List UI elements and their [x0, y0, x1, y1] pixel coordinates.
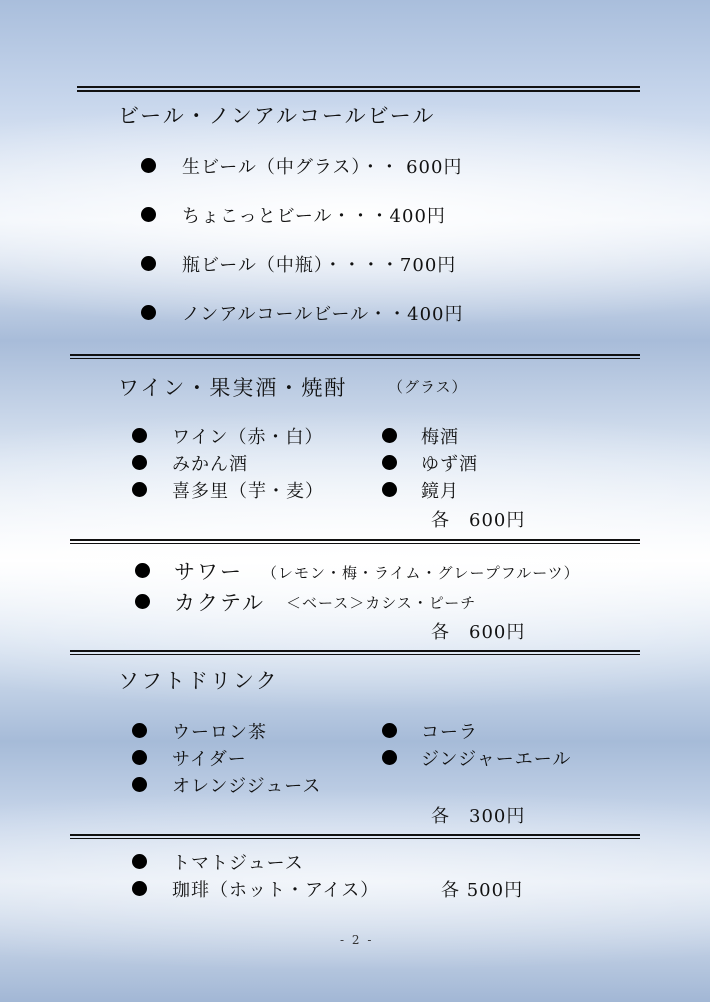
extra-item: 珈琲（ホット・アイス）: [172, 880, 380, 901]
bullet-icon: [132, 881, 147, 896]
wine-item: 喜多里（芋・麦）: [172, 481, 324, 502]
bullet-icon: [141, 207, 156, 222]
bullet-icon: [132, 723, 147, 738]
section-divider: [70, 354, 640, 359]
bullet-icon: [141, 158, 156, 173]
sour-note: （レモン・梅・ライム・グレープフルーツ）: [262, 564, 580, 582]
soft-price: 各 300円: [431, 806, 526, 827]
extra-price: 各 500円: [441, 880, 524, 901]
wine-item: みかん酒: [172, 454, 248, 475]
wine-price: 各 600円: [431, 510, 526, 531]
bullet-icon: [382, 455, 397, 470]
soft-item: コーラ: [421, 722, 478, 743]
bullet-icon: [135, 594, 150, 609]
section-divider: [70, 650, 640, 655]
top-divider: [77, 86, 640, 92]
wine-heading-note: （グラス）: [388, 378, 468, 396]
sour-label: サワー: [174, 560, 243, 584]
wine-item: ワイン（赤・白）: [172, 427, 324, 448]
beer-item: 瓶ビール（中瓶）・・・・700円: [182, 255, 457, 276]
soft-heading: ソフトドリンク: [118, 669, 279, 693]
bullet-icon: [132, 854, 147, 869]
sour-price: 各 600円: [431, 622, 526, 643]
cocktail-note: ＜ベース＞カシス・ピーチ: [286, 594, 477, 612]
soft-item: ウーロン茶: [172, 722, 267, 743]
wine-item: 鏡月: [421, 481, 459, 502]
bullet-icon: [382, 428, 397, 443]
wine-heading: ワイン・果実酒・焼酎: [118, 376, 348, 400]
bullet-icon: [132, 428, 147, 443]
bullet-icon: [135, 563, 150, 578]
bullet-icon: [141, 305, 156, 320]
bullet-icon: [132, 455, 147, 470]
bullet-icon: [382, 723, 397, 738]
bullet-icon: [382, 482, 397, 497]
beer-item: ノンアルコールビール・・400円: [182, 304, 464, 325]
extra-item: トマトジュース: [172, 853, 304, 874]
soft-item: オレンジジュース: [172, 776, 322, 797]
section-divider: [70, 834, 640, 839]
soft-item: ジンジャーエール: [421, 749, 572, 770]
beer-heading: ビール・ノンアルコールビール: [118, 104, 436, 128]
section-divider: [70, 539, 640, 544]
bullet-icon: [132, 750, 147, 765]
soft-item: サイダー: [172, 749, 247, 770]
cocktail-label: カクテル: [174, 591, 265, 615]
wine-item: ゆず酒: [421, 454, 478, 475]
beer-item: 生ビール（中グラス）・・ 600円: [182, 157, 463, 178]
bullet-icon: [132, 777, 147, 792]
page-number: - 2 -: [340, 933, 374, 947]
bullet-icon: [132, 482, 147, 497]
wine-item: 梅酒: [421, 427, 459, 448]
bullet-icon: [141, 256, 156, 271]
beer-item: ちょこっとビール・・・400円: [182, 206, 446, 227]
bullet-icon: [382, 750, 397, 765]
